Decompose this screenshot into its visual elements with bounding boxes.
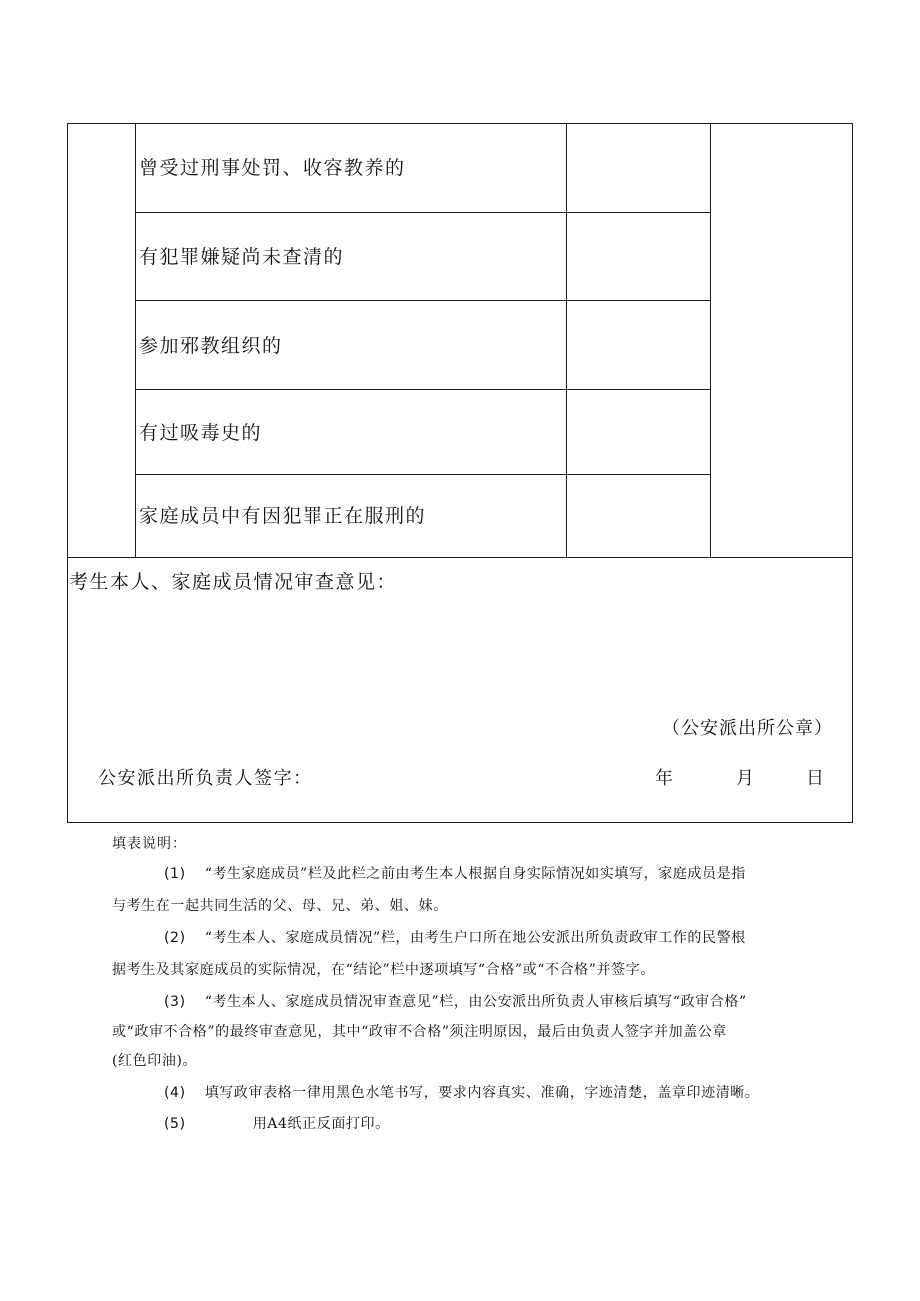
instruction-continuation: 或“政审不合格”的最终审查意见，其中“政审不合格”须注明原因，最后由负责人签字并加盖公章	[112, 1024, 728, 1040]
result-cell[interactable]	[567, 124, 710, 212]
table-row-label: 家庭成员中有因犯罪正在服刑的	[139, 505, 427, 527]
instruction-continuation: 据考生及其家庭成员的实际情况，在“结论”栏中逐项填写“合格”或“不合格”并签字。	[112, 962, 655, 978]
instruction-item	[164, 992, 747, 1012]
table-row-label: 有过吸毒史的	[139, 422, 263, 444]
result-cell[interactable]	[567, 475, 710, 557]
instruction-text: 用A4纸正反面打印。	[252, 1116, 390, 1132]
date-month-label: 月	[736, 768, 754, 789]
instruction-item	[164, 864, 746, 884]
instruction-number: (2)	[164, 930, 186, 946]
date-day-label: 日	[806, 768, 824, 789]
section-divider	[67, 557, 853, 558]
instruction-text: 填写政审表格一律用黑色水笔书写，要求内容真实、准确，字迹清楚，盖章印迹清晰。	[204, 1085, 760, 1101]
instruction-item	[164, 1114, 390, 1134]
instruction-item	[164, 928, 746, 948]
review-opinion-title: 考生本人、家庭成员情况审查意见：	[69, 571, 398, 593]
instruction-text: “考生本人、家庭成员情况审查意见”栏，由公安派出所负责人审核后填写“政审合格”	[204, 994, 747, 1010]
table-row-label: 参加邪教组织的	[139, 335, 283, 357]
station-chief-signature-label: 公安派出所负责人签字：	[98, 768, 313, 789]
review-opinion-area[interactable]	[68, 598, 852, 708]
station-chief-signature-field[interactable]	[330, 762, 630, 796]
instruction-number: (1)	[164, 866, 186, 882]
instruction-number: (3)	[164, 994, 186, 1010]
officer-signature-cell[interactable]	[711, 124, 852, 557]
instruction-continuation: (红色印油)。	[112, 1053, 198, 1069]
result-cell[interactable]	[567, 301, 710, 389]
result-cell[interactable]	[567, 213, 710, 300]
instruction-number: (4)	[164, 1085, 186, 1101]
instruction-continuation: 与考生在一起共同生活的父、母、兄、弟、姐、妹。	[112, 898, 448, 914]
instructions-title: 填表说明：	[112, 836, 187, 852]
table-row-label: 有犯罪嫌疑尚未查清的	[139, 246, 345, 268]
instruction-item	[164, 1083, 760, 1103]
instruction-text: “考生家庭成员”栏及此栏之前由考生本人根据自身实际情况如实填写，家庭成员是指	[204, 866, 746, 882]
instruction-text: “考生本人、家庭成员情况”栏，由考生户口所在地公安派出所负责政审工作的民警根	[204, 930, 746, 946]
police-station-seal-label: （公安派出所公章）	[662, 718, 833, 739]
instruction-number: (5)	[164, 1116, 186, 1132]
result-cell[interactable]	[567, 390, 710, 474]
table-divider-left-column	[135, 123, 136, 557]
table-row-label: 曾受过刑事处罚、收容教养的	[139, 157, 406, 179]
date-year-label: 年	[655, 768, 673, 789]
